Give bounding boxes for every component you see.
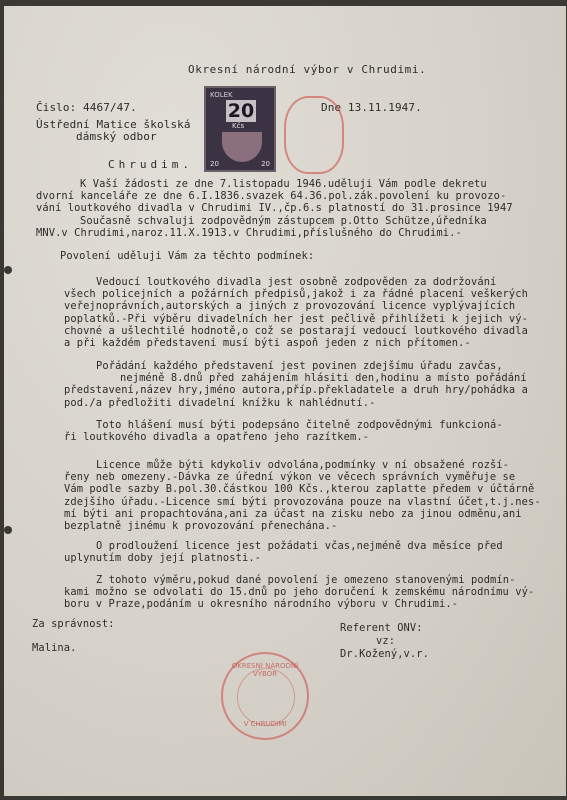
text-line: Z tohoto výměru,pokud dané povolení je omezeno stanovenými podmín- [96,574,516,586]
text-line: MNV.v Chrudimi,naroz.11.X.1913.v Chrudimi,příslušného do Chrudimi.- [36,226,462,239]
paragraph-2: Povolení uděluji Vám za těchto podmínek: [60,250,315,262]
text-line: boru v Praze,podáním u okresního národního výboru v Chrudimi.- [64,598,459,611]
text-line: ři loutkového divadla a opatřeno jeho razítkem.- [64,431,370,444]
document-sheet [4,6,566,796]
text-line: mí býti ani propachtována,ani za účast na zisku nebo za jinou odměnu,ani [64,507,522,520]
text-line: kami možno se odvolati do 15.dnů po jeho doručení k zemskému národnímu vý- [64,586,535,599]
stamp-currency: Kčs [232,122,245,130]
text-line: bezplatně jinému k provozování přenechána.- [64,520,338,533]
official-seal-top [284,96,344,174]
paragraph-4 [64,360,528,409]
paragraph-8 [64,574,534,611]
recipient-line1: Ústřední Matice školská [36,118,191,131]
office-heading: Okresní národní výbor v Chrudimi. [188,63,427,76]
punch-hole [4,266,12,274]
text-line: a při každém představení musí býti aspoň jeden z nich přítomen.- [64,337,471,350]
vz-label: vz: [376,635,396,647]
text-line: představení,název hry,jméno autora,příp.překladatele a druh hry/pohádka a [64,384,528,397]
text-line: Současně schvaluji zodpovědným zástupcem p.Otto Schütze,úředníka [80,214,487,227]
seal-bottom-text: V CHRUDIMI [243,720,287,728]
punch-hole [4,526,12,534]
text-line: řeny neb omezeny.-Dávka ze úřední výkon ve věcech správních vyměřuje se [64,471,516,484]
stamp-corner-left: 20 [210,160,219,168]
text-line: Vedoucí loutkového divadla jest osobně zodpověden za dodržování [96,276,497,288]
text-line: veřejnoprávních,autorských a jiných z provozování licence vyplývajících [64,300,516,313]
text-line: K Vaší žádosti ze dne 7.listopadu 1946.uděluji Vám podle dekretu [80,178,487,190]
recipient-line2: dámský odbor [76,130,157,144]
paragraph-5 [64,419,503,444]
document-date: Dne 13.11.1947. [321,101,422,114]
paragraph-3 [64,276,528,349]
text-line: poplatků.-Při výběru divadelních her jest pečlivě přihlížeti k jejich vý- [64,312,528,325]
paragraph-7 [64,540,503,564]
text-line: zdejšího úřadu.-Licence smí býti provozována pouze na vlastní účet,t.j.nes- [64,495,541,508]
signer-name: Dr.Kožený,v.r. [340,648,429,660]
text-line: pod./a předložiti divadelní knížku k nahlédnutí.- [64,396,376,409]
text-line: Vám podle sazby B.pol.30.částkou 100 Kčs.,kterou zaplatte předem v účtárně [64,483,535,496]
text-line: vání loutkového divadla v Chrudimi IV.,čp.6.s platností do 31.prosince 1947 [36,202,513,215]
za-spravnost-label: Za správnost: [32,618,115,630]
official-seal-bottom [221,652,309,740]
text-line: všech policejních a požárních předpisů,jakož i za řádné placení veškerých [64,288,528,301]
stamp-top-text: KOLEK [210,91,233,99]
text-line: Licence může býti kdykoliv odvolána,podmínky v ní obsažené rozší- [96,459,510,471]
text-line: uplynutím doby její platnosti.- [64,552,262,565]
text-line: nejméně 8.dnů před zahájením hlásiti den,hodinu a místo pořádání [120,372,527,385]
reference-number: Čislo: 4467/47. [36,101,137,114]
text-line: Pořádání každého představení jest povinen zdejšímu úřadu zavčas, [96,360,503,372]
text-line: dvorní kanceláře ze dne 6.I.1836.svazek 64.36.pol.zák.povolení ku provozo- [36,190,507,203]
lion-emblem-icon [222,132,262,162]
clerk-name: Malina. [32,642,77,654]
revenue-stamp [204,86,276,172]
seal-top-text: OKRESNÍ NÁRODNÍ VÝBOR [231,662,299,678]
stamp-corner-right: 20 [261,160,270,168]
text-line: O prodloužení licence jest požádati včas,nejméně dva měsíce před [96,540,503,552]
paragraph-1 [36,178,513,239]
referent-label: Referent ONV: [340,622,423,634]
paragraph-6 [64,459,541,532]
recipient-block [36,119,191,143]
recipient-city: Chrudim. [108,158,193,171]
text-line: chovné a ušlechtilé hodnotě,o což se postarají vedoucí loutkového divadla [64,324,528,337]
text-line: Toto hlášení musí býti podepsáno čitelně zodpovědnými funkcioná- [96,419,503,431]
stamp-value: 20 [227,100,255,122]
